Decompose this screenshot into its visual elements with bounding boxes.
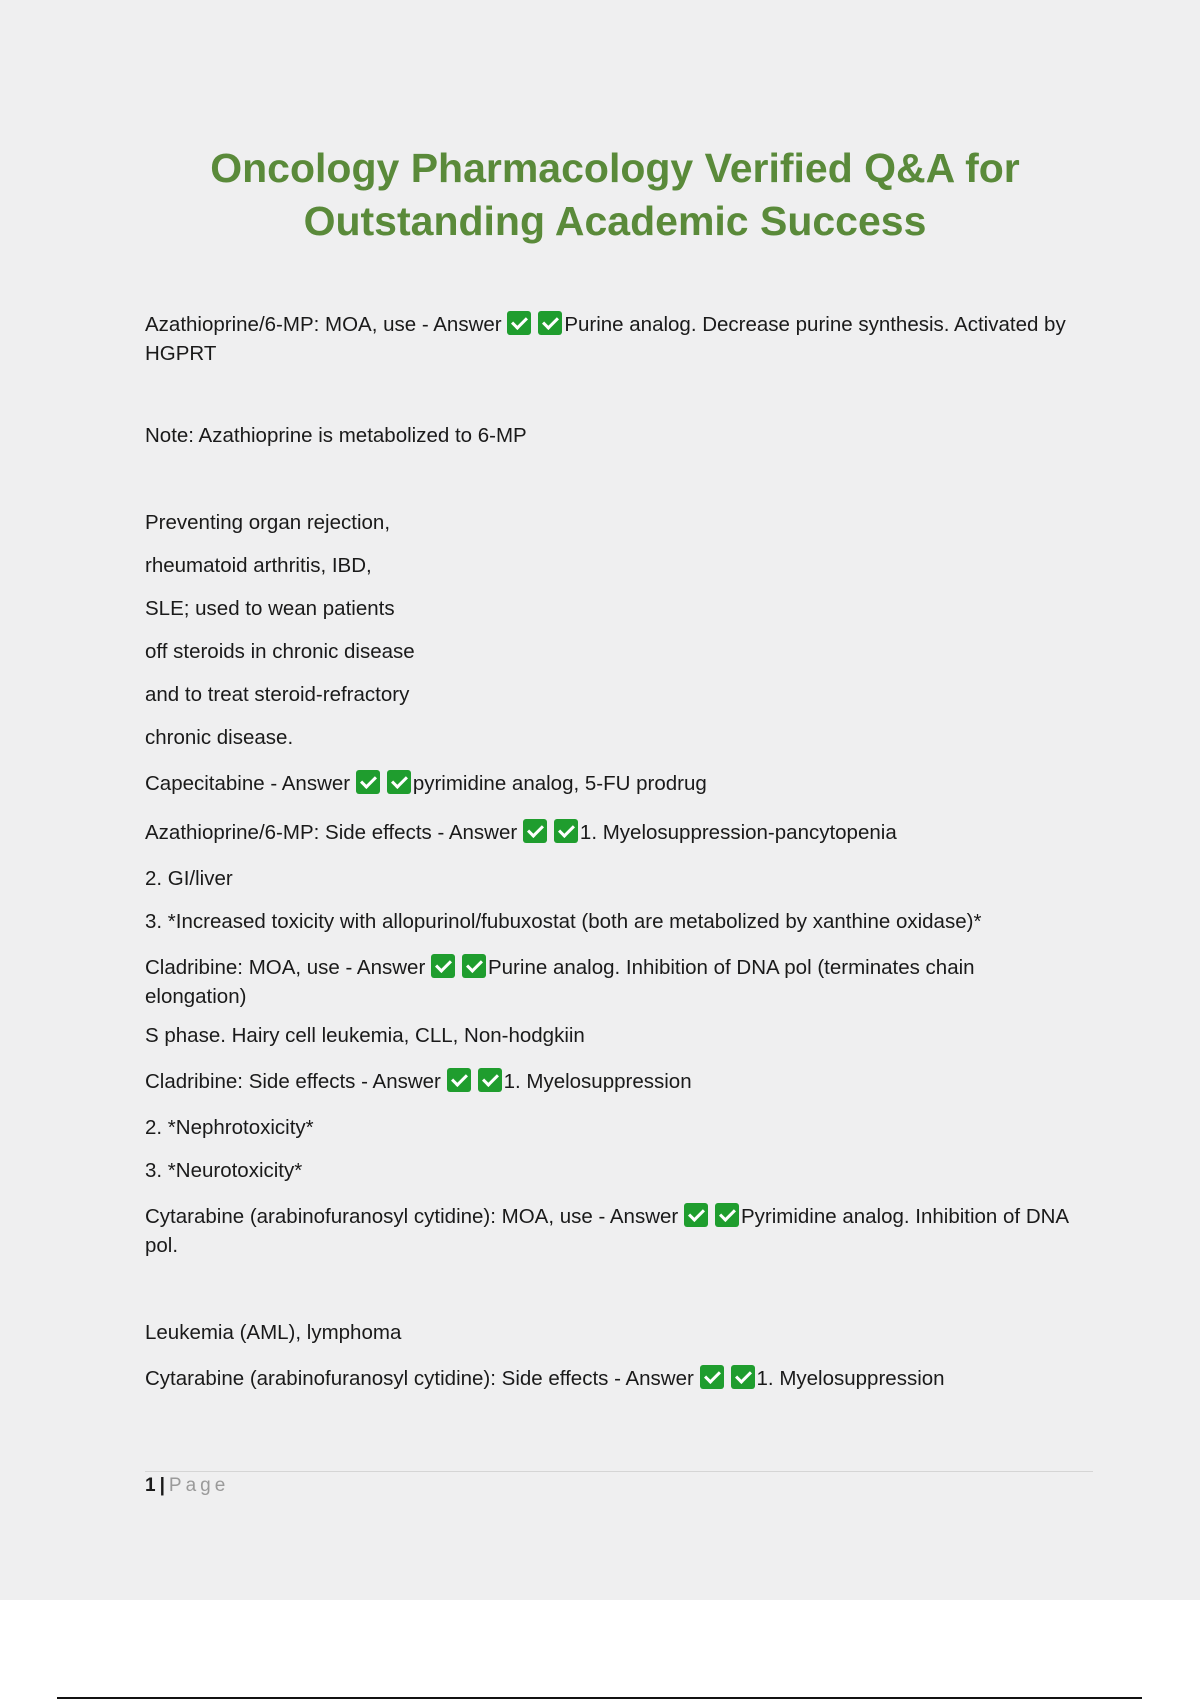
answer-text: Purine analog. Decrease purine synthesis. Activated by HGPRT [145, 313, 1066, 365]
body-line: S phase. Hairy cell leukemia, CLL, Non-hodgkiin [145, 1024, 585, 1047]
document-title: Oncology Pharmacology Verified Q&A for Outstanding Academic Success [210, 145, 1020, 244]
answer-text: pyrimidine analog, 5-FU prodrug [412, 772, 707, 795]
question-text: Cytarabine (arabinofuranosyl cytidine): MOA, use - Answer [145, 1205, 684, 1228]
qa-entry [145, 818, 1075, 847]
document-body [145, 310, 1075, 1393]
question-text: Cladribine: MOA, use - Answer [145, 956, 431, 979]
qa-entry [145, 1364, 1075, 1393]
check-mark-icon [538, 311, 562, 335]
body-line: 2. GI/liver [145, 867, 233, 890]
body-line: chronic disease. [145, 726, 294, 749]
body-line: rheumatoid arthritis, IBD, [145, 554, 372, 577]
check-mark-icon [507, 311, 531, 335]
page-footer [145, 1474, 229, 1498]
check-mark-icon [447, 1068, 471, 1092]
question-text: Azathioprine/6-MP: MOA, use - Answer [145, 313, 508, 336]
body-line: Preventing organ rejection, [145, 511, 391, 534]
question-text: Capecitabine - Answer [145, 772, 356, 795]
body-line: and to treat steroid-refractory [145, 683, 410, 706]
check-mark-icon [731, 1365, 755, 1389]
question-text: Cytarabine (arabinofuranosyl cytidine): Side effects - Answer [145, 1367, 700, 1390]
answer-text: 1. Myelosuppression-pancytopenia [579, 821, 897, 844]
qa-entry [145, 1067, 1075, 1096]
qa-entry [145, 1202, 1075, 1260]
question-text: Azathioprine/6-MP: Side effects - Answer [145, 821, 523, 844]
body-line: 3. *Neurotoxicity* [145, 1159, 303, 1182]
note-text: Note: Azathioprine is metabolized to 6-MP [145, 424, 527, 447]
check-mark-icon [478, 1068, 502, 1092]
qa-entry [145, 953, 1075, 1011]
body-line: off steroids in chronic disease [145, 640, 415, 663]
footer-separator: | [159, 1475, 165, 1496]
body-line: Leukemia (AML), lymphoma [145, 1321, 402, 1344]
check-mark-icon [554, 819, 578, 843]
qa-entry [145, 310, 1075, 368]
check-mark-icon [715, 1203, 739, 1227]
bottom-divider [57, 1697, 1142, 1699]
page-label: Page [168, 1475, 230, 1496]
answer-text: Pyrimidine analog. Inhibition of DNA pol. [145, 1205, 1068, 1257]
check-mark-icon [684, 1203, 708, 1227]
check-mark-icon [387, 770, 411, 794]
answer-text: 1. Myelosuppression [756, 1367, 945, 1390]
body-line: 3. *Increased toxicity with allopurinol/fubuxostat (both are metabolized by xanthine oxidase)* [145, 910, 982, 933]
check-mark-icon [431, 954, 455, 978]
question-text: Cladribine: Side effects - Answer [145, 1070, 447, 1093]
body-line: SLE; used to wean patients [145, 597, 395, 620]
check-mark-icon [700, 1365, 724, 1389]
check-mark-icon [462, 954, 486, 978]
answer-text: 1. Myelosuppression [503, 1070, 692, 1093]
check-mark-icon [523, 819, 547, 843]
answer-text: Purine analog. Inhibition of DNA pol (terminates chain elongation) [145, 956, 975, 1008]
body-line: 2. *Nephrotoxicity* [145, 1116, 314, 1139]
footer-divider [145, 1471, 1093, 1472]
qa-entry [145, 769, 1075, 798]
check-mark-icon [356, 770, 380, 794]
page-number: 1 [145, 1475, 156, 1496]
